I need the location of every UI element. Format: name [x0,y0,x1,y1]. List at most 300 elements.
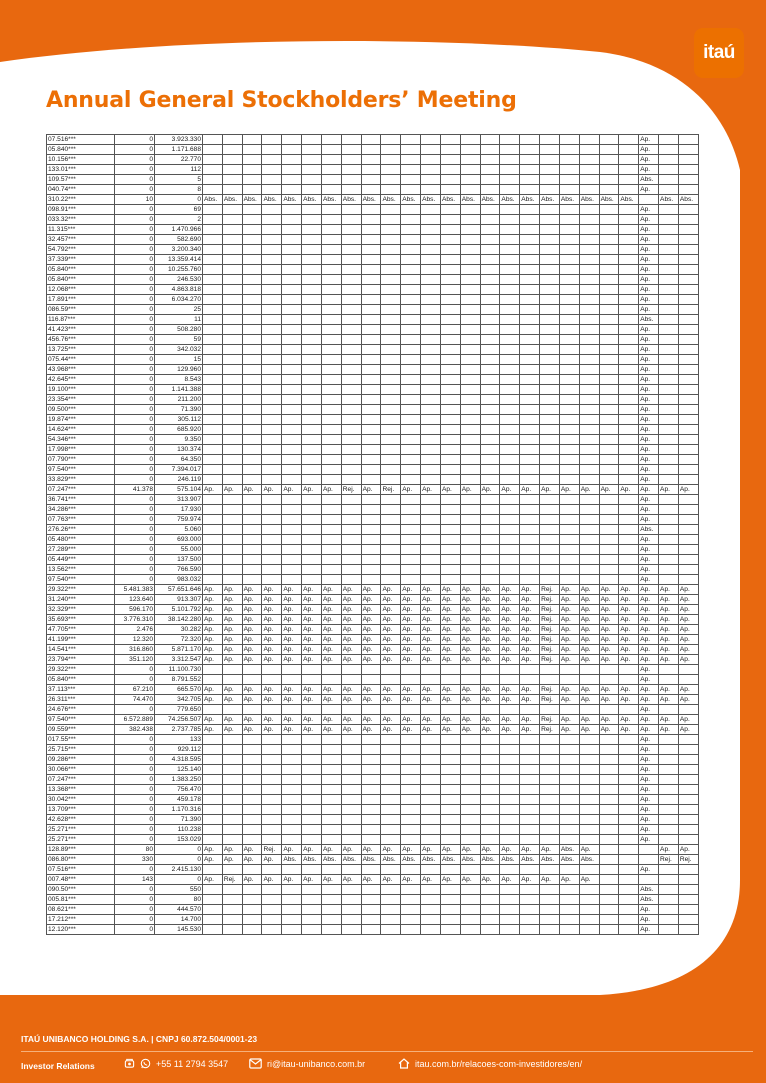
vote-cell [341,495,361,505]
vote-cell [361,465,381,475]
vote-cell [440,295,460,305]
vote-cell [559,705,579,715]
vote-cell [302,785,322,795]
vote-cell [282,515,302,525]
vote-cell: Ap. [203,615,223,625]
vote-cell: Ap. [262,725,282,735]
vote-cell [440,785,460,795]
vote-cell: Ap. [361,715,381,725]
vote-cell [599,255,619,265]
vote-cell [440,375,460,385]
vote-cell: Ap. [639,415,659,425]
vote-cell [242,805,262,815]
vote-cell [440,665,460,675]
vote-cell: Ap. [421,645,441,655]
vote-cell [579,825,599,835]
vote-cell [361,405,381,415]
vote-cell: Ap. [678,715,698,725]
vote-cell: Rej. [540,685,560,695]
table-row [47,835,699,845]
vote-cell [282,865,302,875]
vote-cell [361,215,381,225]
vote-cell [203,925,223,935]
vote-cell: Ap. [599,625,619,635]
vote-cell [520,785,540,795]
vote-cell [599,745,619,755]
vote-cell: Ap. [639,245,659,255]
vote-cell: Ap. [302,595,322,605]
vote-cell: Abs. [599,195,619,205]
vote-cell [500,335,520,345]
vote-cell [222,445,242,455]
vote-cell [321,505,341,515]
vote-cell [341,525,361,535]
vote-cell: Ap. [678,645,698,655]
vote-cell: Abs. [639,175,659,185]
vote-cell [440,835,460,845]
quantity-cell: 0 [115,665,155,675]
vote-cell: Ap. [579,485,599,495]
vote-cell [361,385,381,395]
vote-cell [203,345,223,355]
vote-cell [659,885,679,895]
vote-cell [619,305,639,315]
vote-cell [421,275,441,285]
quantity-cell: 0 [115,205,155,215]
table-row [47,275,699,285]
vote-cell [401,905,421,915]
vote-cell: Ap. [500,655,520,665]
vote-cell: Ap. [282,655,302,665]
vote-cell: Abs. [242,195,262,205]
vote-cell [321,185,341,195]
table-row [47,465,699,475]
vote-cell [480,255,500,265]
vote-cell [321,895,341,905]
vote-cell [599,275,619,285]
vote-cell [440,925,460,935]
vote-cell [361,515,381,525]
vote-cell [203,505,223,515]
vote-cell [599,885,619,895]
vote-cell [599,465,619,475]
vote-cell [421,305,441,315]
vote-cell [401,425,421,435]
vote-cell [440,575,460,585]
vote-cell [540,515,560,525]
vote-cell [659,235,679,245]
quantity-cell: 0 [115,245,155,255]
vote-cell [401,355,421,365]
vote-cell [421,145,441,155]
vote-cell: Ap. [440,625,460,635]
shareholder-id-cell: 42.628*** [47,815,115,825]
vote-cell [559,805,579,815]
vote-cell [302,275,322,285]
quantity-cell: 2.415.130 [155,865,203,875]
vote-cell: Ap. [361,485,381,495]
vote-cell [678,385,698,395]
vote-cell [401,285,421,295]
vote-cell [242,405,262,415]
vote-cell [480,265,500,275]
vote-cell [203,815,223,825]
vote-cell [678,535,698,545]
vote-cell [401,205,421,215]
vote-cell [678,325,698,335]
vote-cell [302,735,322,745]
vote-cell [520,275,540,285]
vote-cell [341,795,361,805]
vote-cell [619,345,639,355]
vote-cell: Ap. [460,645,480,655]
vote-cell [341,225,361,235]
quantity-cell: 5.060 [155,525,203,535]
vote-cell: Ap. [242,695,262,705]
vote-cell [302,175,322,185]
vote-cell: Ap. [659,585,679,595]
quantity-cell: 11 [155,315,203,325]
vote-cell [440,415,460,425]
vote-cell [480,465,500,475]
vote-cell [262,825,282,835]
vote-cell [361,455,381,465]
vote-cell [341,915,361,925]
vote-cell: Ap. [639,615,659,625]
vote-cell [222,295,242,305]
quantity-cell: 582.690 [155,235,203,245]
vote-cell: Ap. [639,275,659,285]
vote-cell [440,215,460,225]
vote-cell [242,335,262,345]
quantity-cell: 11.100.730 [155,665,203,675]
vote-cell [282,145,302,155]
vote-cell [203,255,223,265]
vote-cell [678,925,698,935]
vote-cell [678,835,698,845]
vote-cell [659,255,679,265]
vote-cell [540,295,560,305]
vote-cell: Ap. [599,715,619,725]
vote-cell [242,165,262,175]
vote-cell [361,185,381,195]
vote-cell: Ap. [421,625,441,635]
vote-cell [540,185,560,195]
table-row [47,345,699,355]
vote-cell [480,335,500,345]
vote-cell [440,765,460,775]
vote-cell: Ap. [321,485,341,495]
vote-cell [242,325,262,335]
vote-cell: Ap. [242,645,262,655]
vote-cell [559,755,579,765]
vote-cell [480,775,500,785]
vote-cell [302,215,322,225]
vote-cell [262,895,282,905]
vote-cell [341,275,361,285]
vote-cell [540,155,560,165]
vote-cell [540,465,560,475]
vote-cell [282,745,302,755]
vote-cell [361,915,381,925]
vote-cell [302,255,322,265]
mail-icon [249,1058,262,1069]
vote-cell: Ap. [480,715,500,725]
vote-cell [282,675,302,685]
vote-cell [460,675,480,685]
vote-cell [559,795,579,805]
vote-cell [678,575,698,585]
vote-cell [203,295,223,305]
vote-cell: Ap. [242,655,262,665]
vote-cell: Ap. [639,325,659,335]
quantity-cell: 0 [115,865,155,875]
vote-cell [480,245,500,255]
vote-cell [599,805,619,815]
vote-cell [421,515,441,525]
quantity-cell: 3.923.330 [155,135,203,145]
vote-cell: Ap. [242,605,262,615]
footer-phone[interactable] [124,1058,228,1069]
vote-cell [401,245,421,255]
vote-cell [500,665,520,675]
vote-cell: Ap. [520,715,540,725]
vote-cell [222,285,242,295]
table-row [47,575,699,585]
vote-cell [242,745,262,755]
vote-cell [619,445,639,455]
vote-cell [401,675,421,685]
vote-cell [619,365,639,375]
vote-cell [262,315,282,325]
vote-cell [480,325,500,335]
vote-cell [480,895,500,905]
vote-cell: Ap. [480,725,500,735]
quantity-cell: 72.320 [155,635,203,645]
vote-cell [242,545,262,555]
vote-cell [540,885,560,895]
vote-cell [520,735,540,745]
vote-cell: Ap. [222,845,242,855]
vote-cell [540,305,560,315]
vote-cell: Ap. [440,605,460,615]
vote-cell [381,325,401,335]
vote-cell [321,815,341,825]
vote-cell [341,905,361,915]
vote-cell [401,475,421,485]
vote-cell [302,345,322,355]
vote-cell [559,155,579,165]
vote-cell: Ap. [639,735,659,745]
shareholder-id-cell: 033.32*** [47,215,115,225]
vote-cell [302,525,322,535]
vote-cell [520,365,540,375]
vote-cell: Ap. [361,635,381,645]
table-row [47,695,699,705]
vote-cell [599,165,619,175]
vote-cell [659,295,679,305]
vote-cell [203,825,223,835]
email-address: ri@itau-unibanco.com.br [267,1058,366,1069]
table-row [47,505,699,515]
vote-cell [599,375,619,385]
vote-cell [203,565,223,575]
vote-cell [242,735,262,745]
vote-cell [540,525,560,535]
vote-cell [341,215,361,225]
vote-cell: Rej. [222,875,242,885]
vote-cell [321,345,341,355]
vote-cell [599,365,619,375]
vote-cell [242,525,262,535]
vote-cell [480,285,500,295]
quantity-cell: 0 [115,895,155,905]
vote-cell [302,245,322,255]
vote-cell [341,805,361,815]
vote-cell: Ap. [361,585,381,595]
vote-cell [421,245,441,255]
table-row [47,635,699,645]
vote-cell [401,565,421,575]
vote-cell [659,325,679,335]
vote-cell [540,325,560,335]
vote-cell [302,315,322,325]
vote-cell [421,775,441,785]
vote-cell [540,445,560,455]
vote-cell [460,705,480,715]
vote-cell [678,315,698,325]
vote-cell [440,275,460,285]
vote-cell [222,835,242,845]
vote-cell: Ap. [639,575,659,585]
vote-cell [262,565,282,575]
vote-cell [678,225,698,235]
vote-cell [559,315,579,325]
vote-cell: Ap. [321,845,341,855]
vote-cell: Ap. [639,695,659,705]
vote-cell [401,515,421,525]
vote-cell [619,175,639,185]
shareholder-id-cell: 13.368*** [47,785,115,795]
footer-website[interactable] [398,1058,582,1069]
vote-cell [599,315,619,325]
vote-cell [460,425,480,435]
vote-cell [619,705,639,715]
vote-cell [480,665,500,675]
vote-cell: Abs. [421,855,441,865]
vote-cell: Abs. [381,195,401,205]
vote-cell [321,545,341,555]
footer-email[interactable] [249,1058,365,1069]
quantity-cell: 55.000 [155,545,203,555]
table-row [47,855,699,865]
vote-cell [401,265,421,275]
quantity-cell: 0 [115,905,155,915]
vote-cell [262,835,282,845]
vote-cell [401,885,421,895]
vote-cell: Ap. [361,605,381,615]
vote-cell [559,515,579,525]
vote-cell [440,815,460,825]
vote-cell [222,145,242,155]
vote-cell: Ap. [282,645,302,655]
vote-cell [262,765,282,775]
vote-cell [381,565,401,575]
vote-cell [500,555,520,565]
vote-cell [599,835,619,845]
vote-cell: Abs. [421,195,441,205]
vote-cell [282,555,302,565]
vote-cell [520,265,540,275]
vote-cell [361,295,381,305]
vote-cell [460,135,480,145]
vote-cell: Ap. [639,305,659,315]
vote-cell [361,825,381,835]
vote-cell [540,735,560,745]
vote-cell [361,175,381,185]
quantity-cell: 2.737.785 [155,725,203,735]
vote-cell [619,875,639,885]
vote-cell [559,375,579,385]
vote-cell [302,395,322,405]
vote-cell: Ap. [659,655,679,665]
vote-cell: Abs. [540,195,560,205]
vote-cell [599,215,619,225]
vote-cell [460,415,480,425]
vote-cell: Ap. [222,715,242,725]
vote-cell [520,235,540,245]
table-row [47,875,699,885]
quantity-cell: 665.570 [155,685,203,695]
vote-cell [678,735,698,745]
vote-cell [302,165,322,175]
vote-cell [242,915,262,925]
vote-cell [242,425,262,435]
vote-cell [361,335,381,345]
vote-cell [440,515,460,525]
vote-cell [599,135,619,145]
vote-cell [341,565,361,575]
vote-cell [678,495,698,505]
table-row [47,705,699,715]
vote-cell [460,475,480,485]
vote-cell: Ap. [500,725,520,735]
vote-cell [520,325,540,335]
vote-cell: Ap. [520,635,540,645]
vote-cell: Ap. [639,595,659,605]
vote-cell [579,405,599,415]
vote-cell [659,285,679,295]
vote-cell [203,475,223,485]
vote-cell [262,575,282,585]
vote-cell [203,805,223,815]
vote-cell: Ap. [401,715,421,725]
quantity-cell: 133 [155,735,203,745]
table-row [47,765,699,775]
quantity-cell: 0 [115,305,155,315]
vote-cell [361,835,381,845]
vote-cell [540,785,560,795]
vote-cell: Ap. [460,585,480,595]
vote-cell [302,265,322,275]
vote-cell [421,565,441,575]
shareholder-id-cell: 13.725*** [47,345,115,355]
vote-cell [659,175,679,185]
vote-cell [579,775,599,785]
vote-cell [321,285,341,295]
vote-cell: Ap. [599,645,619,655]
vote-cell [401,225,421,235]
